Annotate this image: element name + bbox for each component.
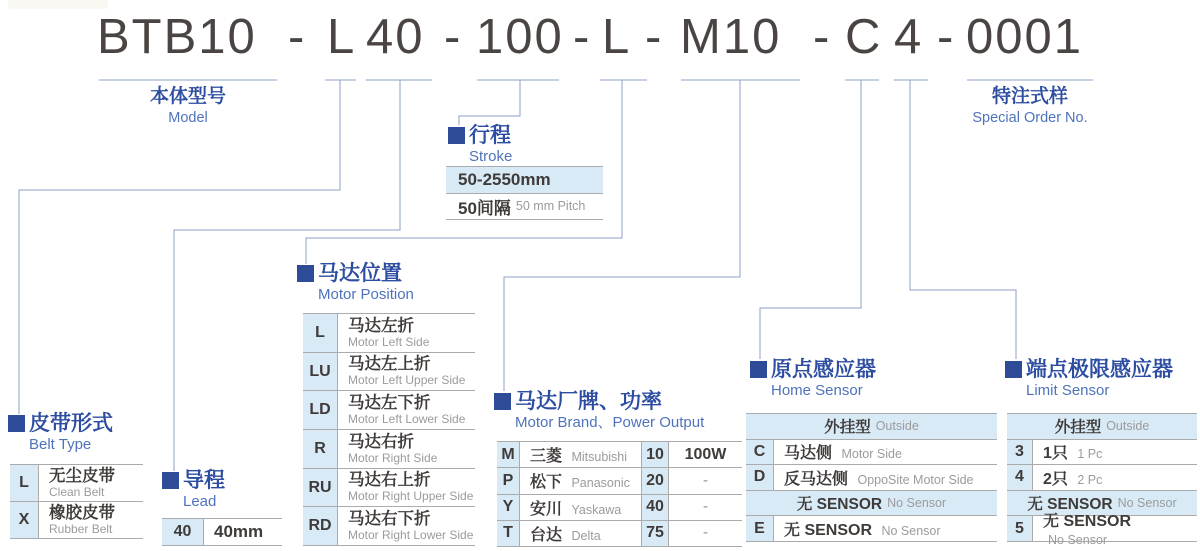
power-value	[669, 472, 742, 490]
motor-position-title-en: Motor Position	[318, 286, 414, 304]
motor-position-title-zh: 马达位置	[318, 262, 402, 285]
option-code: RU	[303, 469, 338, 507]
code-segment-series: BTB10	[97, 10, 257, 64]
option-en: Motor Right Upper Side	[348, 489, 474, 504]
option-code: 40	[162, 519, 204, 545]
code-segment-stroke: 100	[476, 10, 564, 64]
code-segment-home-sensor: C	[845, 10, 883, 64]
lead-title-en: Lead	[183, 493, 217, 511]
option-en: No Sensor	[881, 524, 941, 539]
belt-type-section-header	[8, 412, 113, 454]
table-row	[1007, 440, 1197, 466]
code-separator: -	[288, 10, 307, 64]
option-code: 5	[1007, 516, 1033, 541]
brand-code: T	[497, 521, 520, 546]
group-header-row	[746, 414, 997, 440]
model-label-en: Model	[168, 109, 208, 126]
home-sensor-table	[746, 413, 997, 542]
limit-sensor-table	[1007, 413, 1197, 548]
code-segment-belt: L	[327, 10, 357, 64]
option-zh: 马达右下折	[348, 510, 431, 529]
table-row	[303, 314, 475, 353]
model-label	[98, 86, 278, 127]
lead-value: 40mm	[214, 522, 264, 541]
lead-bullet-square	[162, 472, 179, 489]
model-label-zh: 本体型号	[149, 86, 226, 107]
home-sensor-section-header	[750, 358, 876, 400]
stroke-table	[446, 166, 603, 220]
group-header-row	[1007, 414, 1197, 440]
stroke-bullet-square	[448, 127, 465, 144]
option-zh: 2只	[1043, 470, 1068, 488]
option-zh: 无 SENSOR	[1043, 513, 1132, 531]
option-desc	[338, 510, 473, 542]
brand-en: Delta	[571, 528, 601, 543]
option-code: L	[10, 465, 39, 501]
table-row	[1007, 513, 1197, 548]
group-en: Outside	[1106, 419, 1150, 434]
option-desc	[338, 394, 465, 426]
stroke-section-header	[448, 124, 512, 166]
power-text: -	[702, 471, 709, 489]
option-code: 4	[1007, 465, 1033, 490]
group-en: No Sensor	[887, 496, 947, 511]
code-segment-limit-sensor: 4	[894, 10, 924, 64]
brand-name	[520, 522, 641, 545]
option-desc	[1033, 466, 1102, 489]
motor-brand-title-zh: 马达厂牌、功率	[515, 390, 662, 413]
table-row	[497, 521, 742, 546]
table-row	[497, 442, 742, 468]
option-zh: 橡胶皮带	[49, 503, 115, 522]
brand-zh: 安川	[530, 500, 563, 518]
brand-name	[520, 496, 641, 519]
option-en: 2 Pc	[1077, 472, 1103, 487]
group-zh: 外挂型	[1054, 419, 1102, 437]
option-zh: 马达右折	[348, 432, 414, 451]
power-code: 75	[641, 521, 669, 546]
motor-brand-bullet-square	[494, 393, 511, 410]
option-en: Motor Right Lower Side	[348, 528, 474, 543]
table-row	[303, 353, 475, 392]
brand-en: Panasonic	[571, 476, 630, 491]
option-en: Motor Left Upper Side	[348, 373, 466, 388]
stroke-pitch-zh: 50间隔	[458, 198, 511, 218]
power-code: 10	[641, 442, 669, 467]
home-sensor-title-zh: 原点感应器	[771, 358, 876, 381]
motor-position-bullet-square	[297, 265, 314, 282]
brand-en: Yaskawa	[571, 502, 622, 517]
code-segment-motor-position: L	[602, 10, 632, 64]
motor-brand-table	[497, 441, 742, 547]
special-order-label-en: Special Order No.	[972, 109, 1088, 126]
table-row	[303, 469, 475, 508]
option-code: LD	[303, 391, 338, 429]
stroke-title-en: Stroke	[469, 148, 513, 166]
code-separator: -	[813, 10, 832, 64]
stroke-pitch-row	[446, 194, 603, 220]
code-separator: -	[573, 10, 592, 64]
code-separator: -	[645, 10, 664, 64]
table-row	[497, 495, 742, 521]
option-en: Motor Left Side	[348, 334, 430, 349]
option-code: L	[303, 314, 338, 352]
option-desc	[774, 466, 974, 489]
code-separator: -	[444, 10, 463, 64]
line-home-sensor	[760, 80, 861, 359]
option-zh: 1只	[1043, 445, 1068, 463]
option-desc	[338, 471, 473, 503]
table-row	[746, 440, 997, 466]
brand-en: Mitsubishi	[571, 450, 628, 465]
option-zh: 马达右上折	[348, 471, 431, 490]
special-order-label	[950, 86, 1110, 127]
table-row	[10, 465, 143, 502]
lead-section-header	[162, 469, 225, 511]
motor-position-table	[303, 313, 475, 546]
option-code: R	[303, 430, 338, 468]
option-en: Motor Side	[841, 447, 902, 462]
option-zh: 无 SENSOR	[784, 522, 873, 540]
option-code: D	[746, 465, 774, 490]
limit-sensor-title-zh: 端点极限感应器	[1026, 358, 1173, 381]
brand-name	[520, 469, 641, 492]
home-sensor-bullet-square	[750, 361, 767, 378]
table-row	[497, 468, 742, 494]
code-segment-special-order: 0001	[966, 10, 1084, 64]
option-code: 3	[1007, 440, 1033, 465]
home-sensor-title-en: Home Sensor	[771, 382, 863, 400]
power-code: 40	[641, 495, 669, 520]
option-zh: 无尘皮带	[49, 466, 115, 485]
option-zh: 反马达侧	[784, 470, 849, 488]
power-text: -	[702, 498, 709, 516]
option-desc	[39, 504, 115, 536]
group-zh: 无 SENSOR	[796, 496, 883, 514]
limit-sensor-section-header	[1005, 358, 1173, 400]
line-stroke	[459, 80, 520, 125]
lead-table	[162, 518, 282, 546]
option-zh: 马达左折	[348, 316, 414, 335]
option-desc	[1033, 508, 1197, 549]
option-desc	[204, 522, 263, 542]
group-zh: 无 SENSOR	[1027, 496, 1113, 514]
option-desc	[774, 440, 902, 463]
power-text: 100W	[684, 445, 727, 463]
motor-brand-section-header	[494, 390, 704, 432]
table-row	[162, 519, 282, 545]
power-code: 20	[641, 468, 669, 493]
stroke-title-zh: 行程	[469, 124, 511, 147]
option-desc	[39, 467, 115, 499]
table-row	[303, 391, 475, 430]
brand-zh: 松下	[530, 474, 563, 492]
option-en: No Sensor	[1048, 533, 1108, 548]
brand-name	[520, 443, 641, 466]
brand-zh: 三菱	[530, 448, 563, 466]
stroke-range-row	[446, 167, 603, 194]
power-value	[669, 446, 742, 464]
option-zh: 马达侧	[784, 445, 833, 463]
option-en: Rubber Belt	[49, 521, 113, 536]
special-order-label-zh: 特注式样	[991, 86, 1068, 107]
power-text: -	[702, 524, 709, 542]
option-en: Clean Belt	[49, 484, 105, 499]
belt-type-title-zh: 皮带形式	[29, 412, 113, 435]
option-en: 1 Pc	[1077, 447, 1103, 462]
table-row	[303, 430, 475, 469]
table-row	[10, 502, 143, 538]
group-en: Outside	[875, 419, 919, 434]
option-desc	[338, 317, 429, 349]
option-desc	[1033, 440, 1102, 463]
belt-type-title-en: Belt Type	[29, 436, 92, 454]
line-belt-type	[19, 80, 340, 414]
power-value	[669, 498, 742, 516]
option-code: X	[10, 502, 39, 538]
brand-code: P	[497, 468, 520, 493]
motor-brand-title-en: Motor Brand、Power Output	[515, 414, 705, 432]
option-desc	[338, 355, 465, 387]
brand-code: M	[497, 442, 520, 467]
option-en: Motor Right Side	[348, 450, 438, 465]
group-header-row	[746, 491, 997, 517]
table-row	[746, 516, 997, 541]
option-code: RD	[303, 507, 338, 545]
code-segment-lead: 40	[366, 10, 425, 64]
table-row	[303, 507, 475, 545]
option-en: OppoSite Motor Side	[857, 472, 974, 487]
stroke-pitch-en: 50 mm Pitch	[515, 199, 586, 214]
option-desc	[774, 517, 941, 540]
option-en: Motor Left Lower Side	[348, 412, 466, 427]
option-desc	[338, 433, 437, 465]
option-code: LU	[303, 353, 338, 391]
limit-sensor-title-en: Limit Sensor	[1026, 382, 1110, 400]
option-zh: 马达左下折	[348, 394, 431, 413]
option-zh: 马达左上折	[348, 355, 431, 374]
option-code: E	[746, 516, 774, 541]
limit-sensor-bullet-square	[1005, 361, 1022, 378]
group-en: No Sensor	[1117, 496, 1177, 511]
group-zh: 外挂型	[824, 419, 871, 437]
belt-type-bullet-square	[8, 415, 25, 432]
motor-position-section-header	[297, 262, 414, 304]
lead-title-zh: 导程	[183, 469, 225, 492]
table-row	[746, 465, 997, 491]
option-code: C	[746, 440, 774, 465]
stroke-range-value: 50-2550mm	[458, 169, 551, 189]
code-separator: -	[937, 10, 956, 64]
power-value	[669, 524, 742, 542]
brand-code: Y	[497, 495, 520, 520]
belt-type-table	[10, 464, 143, 539]
code-segment-motor-brand: M10	[680, 10, 782, 64]
brand-zh: 台达	[530, 526, 563, 544]
table-row	[1007, 465, 1197, 491]
